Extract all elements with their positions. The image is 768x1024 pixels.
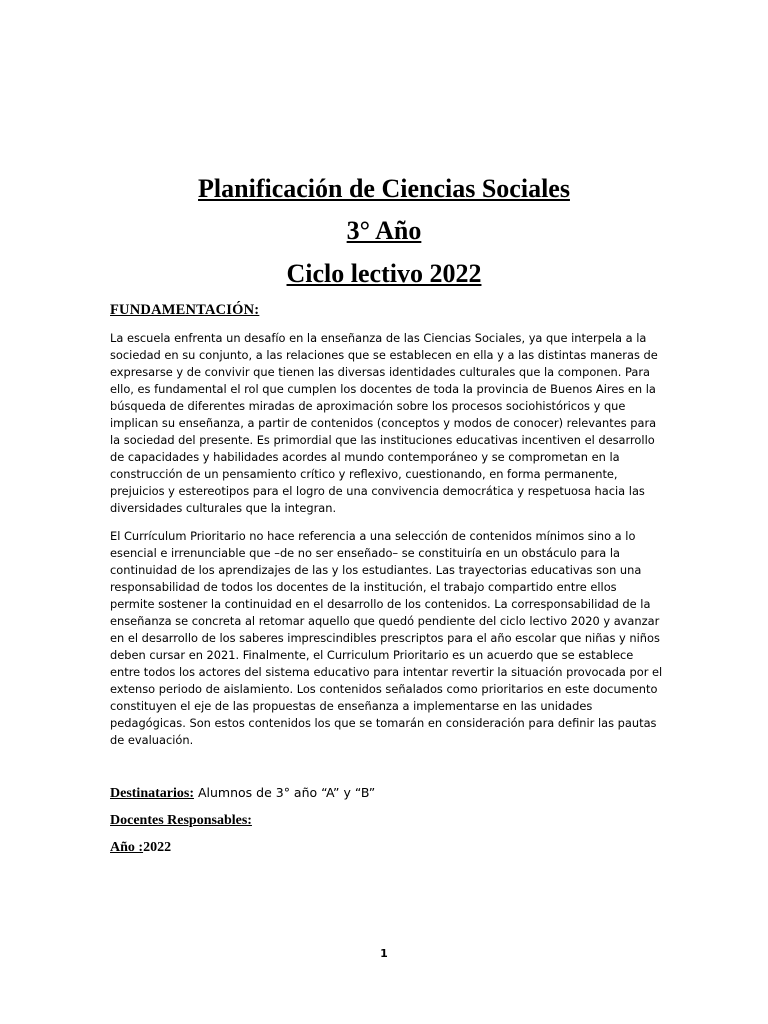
- section-heading-fundamentacion: FUNDAMENTACIÓN:: [110, 302, 260, 318]
- docentes-label: Docentes Responsables:: [110, 813, 252, 828]
- docentes-line: [110, 812, 252, 830]
- title-year: [0, 216, 768, 246]
- destinatarios-value: Alumnos de 3° año “A” y “B”: [194, 785, 376, 800]
- anio-line: [110, 839, 171, 857]
- paragraph-fundamentacion-2: El Currículum Prioritario no hace referencia a una selección de contenidos mínimos sino a lo esencial e irrenunciable que –de no ser enseñado– se constituiría en un obstáculo para la continuidad de los aprendizajes de las y los estudiantes. Las trayectorias educativas son una responsabilidad de todos los docentes de la institución, el trabajo compartido entre ellos permite sostener la continuidad en el desarrollo de los contenidos. La corresponsabilidad de la enseñanza se concreta al retomar aquello que quedó pendiente del ciclo lectivo 2020 y avanzar en el desarrollo de los saberes imprescindibles prescriptos para el año escolar que niñas y niños deben cursar en 2021. Finalmente, el Curriculum Prioritario es un acuerdo que se establece entre todos los actores del sistema educativo para intentar revertir la situación provocada por el extenso periodo de aislamiento. Los contenidos señalados como prioritarios en este documento constituyen el eje de las propuestas de enseñanza a implementarse en las unidades pedagógicas. Son estos contenidos los que se tomarán en consideración para definir las pautas de evaluación.: [110, 529, 663, 747]
- title-cycle-text: Ciclo lectivo 2022: [286, 259, 482, 288]
- destinatarios-label: Destinatarios:: [110, 786, 194, 801]
- destinatarios-line: [110, 784, 375, 803]
- title-year-text: 3° Año: [346, 216, 422, 245]
- title-subject: [0, 174, 768, 204]
- title-cycle: [0, 259, 768, 289]
- anio-value: 2022: [143, 840, 172, 855]
- paragraph-fundamentacion-1: La escuela enfrenta un desafío en la enseñanza de las Ciencias Sociales, ya que interpela a la sociedad en su conjunto, a las relaciones que se establecen en ella y a las distintas maneras de expresarse y de convivir que tienen las diversas identidades culturales que la componen. Para ello, es fundamental el rol que cumplen los docentes de toda la provincia de Buenos Aires en la búsqueda de diferentes miradas de aproximación sobre los procesos sociohistóricos y que implican su enseñanza, a partir de contenidos (conceptos y modos de conocer) relevantes para la sociedad del presente. Es primordial que las instituciones educativas incentiven el desarrollo de capacidades y habilidades acordes al mundo contemporáneo y se comprometan en la construcción de un pensamiento crítico y reflexivo, cuestionando, en forma permanente, prejuicios y estereotipos para el logro de una convivencia democrática y respetuosa hacia las diversidades culturales que la integran.: [110, 331, 658, 515]
- title-subject-text: Planificación de Ciencias Sociales: [198, 174, 570, 203]
- anio-label: Año :: [110, 840, 144, 855]
- page-number: 1: [380, 947, 388, 960]
